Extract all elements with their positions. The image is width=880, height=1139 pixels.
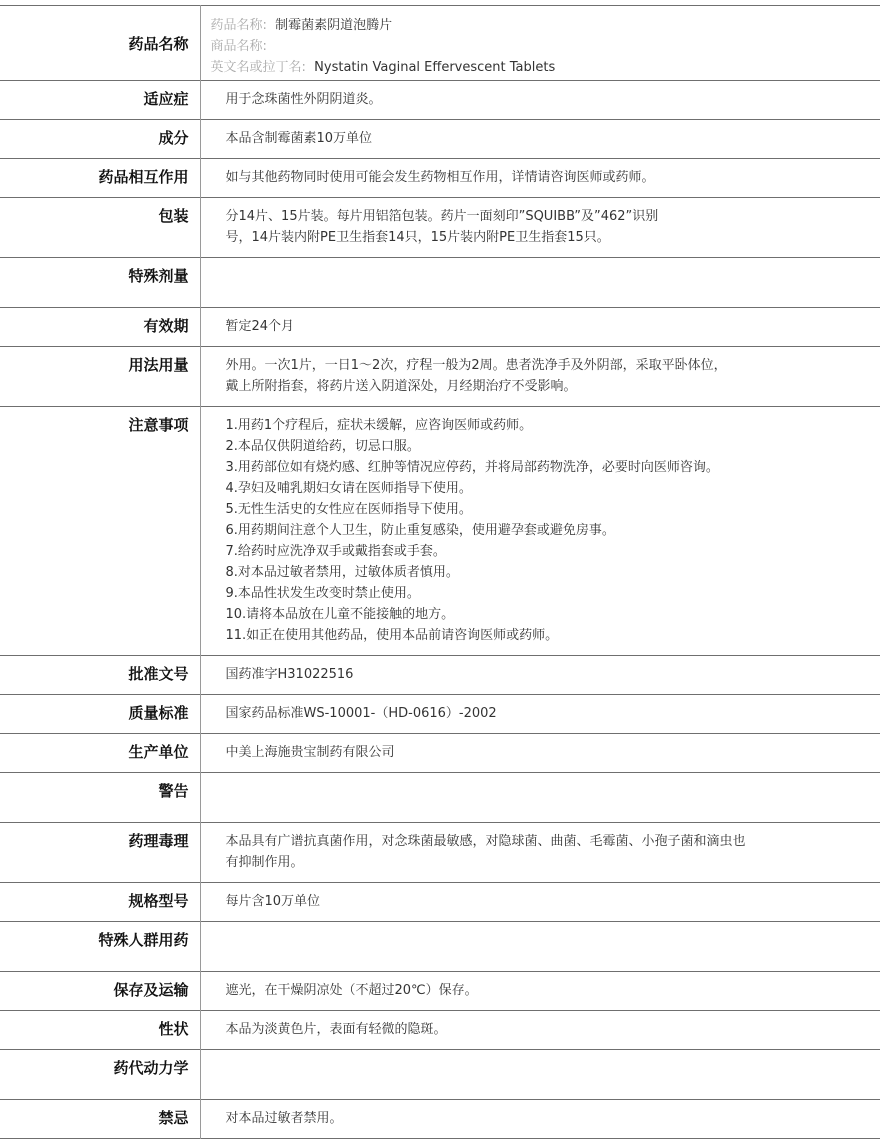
label-drug-name: 药品名称 [0, 6, 200, 81]
english-name-value: Nystatin Vaginal Effervescent Tablets [314, 60, 556, 75]
value-appearance: 本品为淡黄色片，表面有轻微的隐斑。 [225, 1022, 447, 1037]
row-appearance [0, 1011, 880, 1050]
row-composition [0, 120, 880, 159]
precaution-item: 3.用药部位如有烧灼感、红肿等情况应停药，并将局部药物洗净，必要时向医师咨询。 [225, 460, 719, 475]
value-standard: 国家药品标准WS-10001-（HD-0616）-2002 [225, 706, 497, 721]
value-usage [200, 347, 880, 407]
row-pharmacology [0, 823, 880, 883]
label-validity: 有效期 [0, 308, 200, 347]
value-pharmacokinetics [200, 1050, 880, 1100]
value-spec: 每片含10万单位 [225, 894, 321, 909]
precaution-item: 10.请将本品放在儿童不能接触的地方。 [225, 607, 455, 622]
precaution-item: 1.用药1个疗程后，症状未缓解，应咨询医师或药师。 [225, 418, 533, 433]
row-precautions [0, 407, 880, 656]
row-spec [0, 883, 880, 922]
usage-line-1: 外用。一次1片，一日1～2次，疗程一般为2周。患者洗净手及外阴部，采取平卧体位， [225, 358, 727, 373]
label-contraindications: 禁忌 [0, 1100, 200, 1139]
precaution-item: 5.无性生活史的女性应在医师指导下使用。 [225, 502, 472, 517]
label-indication: 适应症 [0, 81, 200, 120]
label-interaction: 药品相互作用 [0, 159, 200, 198]
value-contraindications: 对本品过敏者禁用。 [225, 1111, 343, 1126]
label-pharmacokinetics: 药代动力学 [0, 1050, 200, 1100]
precaution-item: 8.对本品过敏者禁用，过敏体质者慎用。 [225, 565, 459, 580]
row-pharmacokinetics [0, 1050, 880, 1100]
pharmacology-line-2: 有抑制作用。 [225, 855, 304, 870]
value-special-dose [200, 258, 880, 308]
value-pharmacology [200, 823, 880, 883]
value-drug-name [200, 6, 880, 81]
label-composition: 成分 [0, 120, 200, 159]
label-manufacturer: 生产单位 [0, 734, 200, 773]
drug-info-table [0, 5, 880, 1139]
value-special-population [200, 922, 880, 972]
value-interaction: 如与其他药物同时使用可能会发生药物相互作用，详情请咨询医师或药师。 [225, 170, 655, 185]
precaution-item: 11.如正在使用其他药品，使用本品前请咨询医师或药师。 [225, 628, 559, 643]
label-special-population: 特殊人群用药 [0, 922, 200, 972]
generic-name-value: 制霉菌素阴道泡腾片 [275, 18, 393, 33]
value-precautions [200, 407, 880, 656]
row-warning [0, 773, 880, 823]
label-usage: 用法用量 [0, 347, 200, 407]
value-package [200, 198, 880, 258]
label-spec: 规格型号 [0, 883, 200, 922]
trade-name-key: 商品名称: [210, 39, 267, 54]
pharmacology-line-1: 本品具有广谱抗真菌作用，对念珠菌最敏感，对隐球菌、曲菌、毛霉菌、小孢子菌和滴虫也 [225, 834, 746, 849]
label-storage: 保存及运输 [0, 972, 200, 1011]
value-indication: 用于念珠菌性外阴阴道炎。 [225, 92, 382, 107]
precaution-item: 9.本品性状发生改变时禁止使用。 [225, 586, 420, 601]
label-pharmacology: 药理毒理 [0, 823, 200, 883]
label-appearance: 性状 [0, 1011, 200, 1050]
value-approval: 国药准字H31022516 [225, 667, 354, 682]
row-approval [0, 656, 880, 695]
row-indication [0, 81, 880, 120]
precaution-item: 6.用药期间注意个人卫生，防止重复感染，使用避孕套或避免房事。 [225, 523, 615, 538]
value-manufacturer: 中美上海施贵宝制药有限公司 [225, 745, 395, 760]
row-usage [0, 347, 880, 407]
package-line-1: 分14片、15片装。每片用铝箔包装。药片一面刻印”SQUIBB”及”462”识别 [225, 209, 659, 224]
label-precautions: 注意事项 [0, 407, 200, 656]
value-composition: 本品含制霉菌素10万单位 [225, 131, 373, 146]
row-manufacturer [0, 734, 880, 773]
english-name-key: 英文名或拉丁名: [210, 60, 306, 75]
row-validity [0, 308, 880, 347]
row-standard [0, 695, 880, 734]
label-standard: 质量标准 [0, 695, 200, 734]
value-storage: 遮光，在干燥阴凉处（不超过20℃）保存。 [225, 983, 478, 998]
usage-line-2: 戴上所附指套，将药片送入阴道深处，月经期治疗不受影响。 [225, 379, 577, 394]
precaution-item: 4.孕妇及哺乳期妇女请在医师指导下使用。 [225, 481, 472, 496]
label-approval: 批准文号 [0, 656, 200, 695]
value-warning [200, 773, 880, 823]
package-line-2: 号，14片装内附PE卫生指套14只，15片装内附PE卫生指套15只。 [225, 230, 610, 245]
label-special-dose: 特殊剂量 [0, 258, 200, 308]
row-storage [0, 972, 880, 1011]
row-special-population [0, 922, 880, 972]
precaution-item: 7.给药时应洗净双手或戴指套或手套。 [225, 544, 446, 559]
row-drug-name [0, 6, 880, 81]
row-package [0, 198, 880, 258]
precaution-item: 2.本品仅供阴道给药，切忌口服。 [225, 439, 420, 454]
row-special-dose [0, 258, 880, 308]
generic-name-key: 药品名称: [210, 18, 267, 33]
row-contraindications [0, 1100, 880, 1139]
label-warning: 警告 [0, 773, 200, 823]
row-interaction [0, 159, 880, 198]
value-validity: 暂定24个月 [225, 319, 295, 334]
label-package: 包装 [0, 198, 200, 258]
